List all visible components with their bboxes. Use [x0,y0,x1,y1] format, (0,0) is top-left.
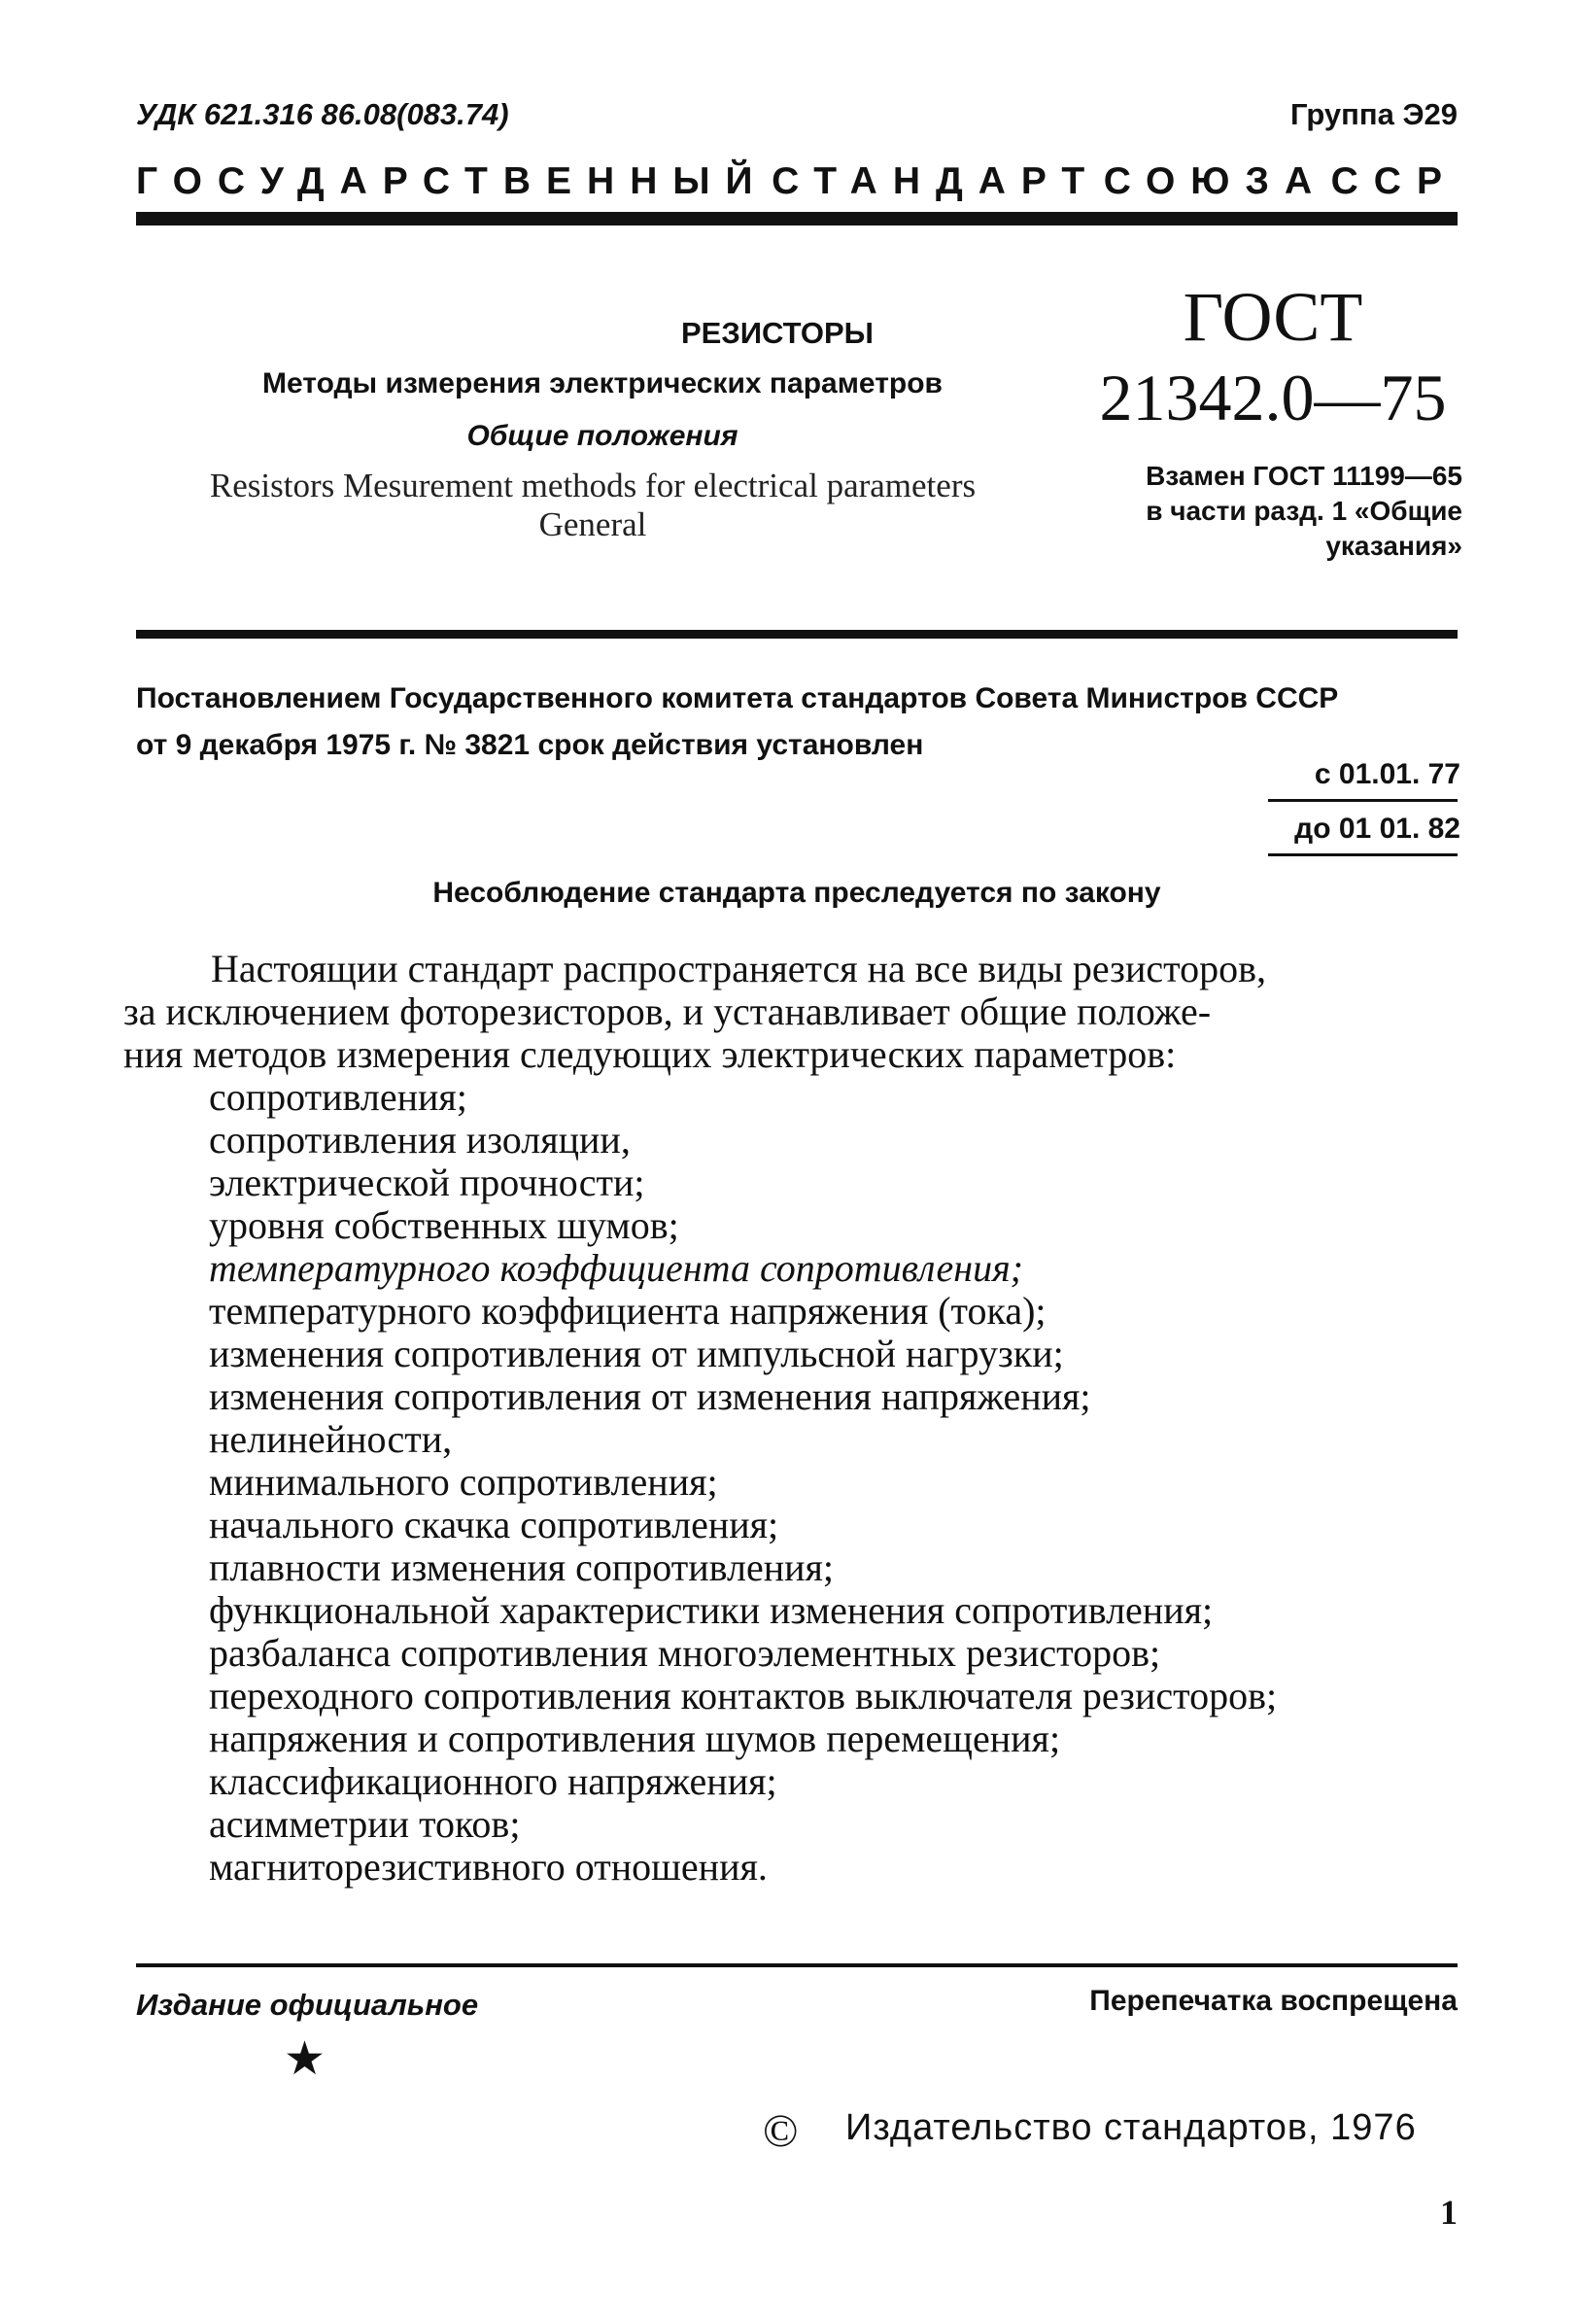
udk-code: УДК 621.316 86.08(083.74) [136,97,509,131]
decree-line-2: от 9 декабря 1975 г. № 3821 срок действия установлен [136,729,924,761]
gost-number: 21342.0—75 [1099,361,1447,434]
list-item: минимального сопротивления; [209,1460,718,1504]
official-edition-label: Издание официальное [136,1988,479,2022]
intro-line-3: ния методов измерения следующих электрических параметров: [123,1032,1177,1076]
list-item: температурного коэффициента напряжения (тока); [209,1289,1047,1333]
state-standard-title [136,160,1458,203]
validity-from-underline [1268,799,1458,802]
intro-line-2: за исключением фоторезисторов, и устанавливает общие положе- [123,989,1212,1033]
list-item: уровня собственных шумов; [209,1203,679,1247]
document-title: РЕЗИСТОРЫ [681,316,874,350]
state-title-word-2: СТАНДАРТ [772,160,1101,202]
body-text [123,947,1462,1889]
list-item: изменения сопротивления от импульсной нагрузки; [209,1332,1064,1375]
list-item: температурного коэффициента сопротивления; [209,1246,1023,1290]
list-item: сопротивления; [209,1075,467,1119]
publisher-line: Издательство стандартов, 1976 [845,2107,1417,2148]
list-item: изменения сопротивления от изменения напряжения; [209,1374,1091,1418]
list-item: электрической прочности; [209,1161,645,1204]
intro-line-1: Настоящии стандарт распространяется на все виды резисторов, [211,947,1266,990]
legal-notice: Несоблюдение стандарта преследуется по закону [432,877,1161,909]
star-icon: ★ [284,2033,326,2085]
list-item: начального скачка сопротивления; [209,1503,779,1546]
english-title [126,467,1059,544]
replacement-note [1054,459,1462,564]
list-item: напряжения и сопротивления шумов перемещения; [209,1717,1061,1760]
document-subtitle: Методы измерения электрических параметров [262,367,943,399]
validity-to: до 01 01. 82 [1294,813,1460,845]
state-title-word-3: СОЮЗА [1103,160,1328,202]
list-item: сопротивления изоляции, [209,1118,631,1162]
state-title-word-4: ССР [1330,160,1458,202]
list-item: нелинейности, [209,1417,453,1461]
reprint-prohibited-label: Перепечатка воспрещена [1089,1985,1458,2017]
list-item: магниторезистивного отношения. [209,1845,768,1889]
group-code: Группа Э29 [1290,97,1458,131]
list-item: функциональной характеристики изменения сопротивления; [209,1588,1214,1632]
list-item: асимметрии токов; [209,1802,521,1846]
english-title-line-1: Resistors Mesurement methods for electrical parameters [209,467,977,504]
title-rule [136,630,1458,639]
replacement-line-3: указания» [1325,531,1462,561]
decree-line-1: Постановлением Государственного комитета стандартов Совета Министров СССР [136,682,1339,714]
validity-from: с 01.01. 77 [1314,758,1460,790]
list-item: классификационного напряжения; [209,1759,777,1803]
validity-to-underline [1268,853,1458,856]
replacement-line-1: Взамен ГОСТ 11199—65 [1146,461,1462,491]
list-item: разбаланса сопротивления многоэлементных резисторов; [209,1631,1161,1675]
document-subtitle-general: Общие положения [466,420,738,452]
state-title-word-1: ГОСУДАРСТВЕННЫЙ [136,160,769,202]
english-title-line-2: General [538,505,647,543]
replacement-line-2: в части разд. 1 «Общие [1146,496,1462,526]
page-number: 1 [1440,2193,1458,2232]
header-rule [136,212,1458,225]
copyright-icon: © [763,2105,799,2157]
list-item: плавности изменения сопротивления; [209,1545,835,1589]
footer-rule [136,1963,1458,1967]
list-item: переходного сопротивления контактов выключателя резисторов; [209,1674,1278,1717]
decree-text [136,676,1458,769]
gost-label: ГОСТ [1183,278,1363,356]
